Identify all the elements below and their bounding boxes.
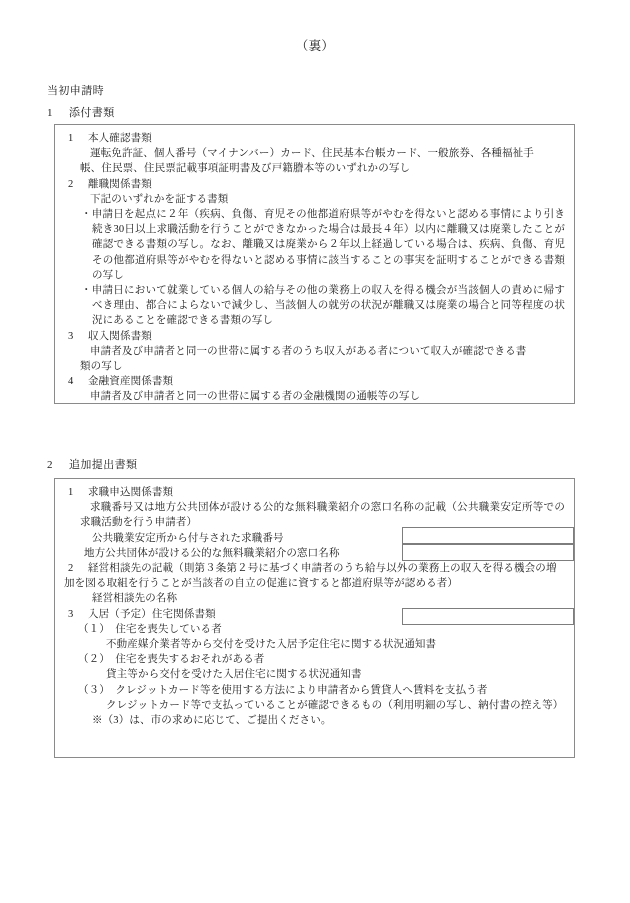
list-item [64, 131, 565, 177]
add-item-3-index: 3 [68, 608, 74, 620]
add-item-2-index: 2 [68, 563, 74, 575]
item-2-title: 離職関係書類 [88, 178, 152, 190]
consultation-name-input[interactable] [402, 608, 574, 625]
list-item [64, 561, 565, 607]
job-number-input[interactable] [402, 527, 574, 544]
add-item-1-index: 1 [68, 487, 74, 498]
subitem-2-label: （２） 住宅を喪失するおそれがある者 [78, 654, 265, 666]
item-3-index: 3 [68, 330, 74, 342]
item-1-title: 本人確認書類 [88, 133, 152, 144]
consultation-name-field-label: 経営相談先の名称 [92, 593, 178, 605]
item-1-line-2: 帳、住民票、住民票記載事項証明書及び戸籍謄本等のいずれかの写し [80, 163, 411, 175]
submission-note: ※（3）は、市の求めに応じて、ご提出ください。 [92, 715, 332, 727]
item-4-title: 金融資産関係書類 [88, 376, 174, 388]
item-3-heading [64, 329, 565, 344]
add-item-1-title: 求職申込関係書類 [88, 487, 174, 498]
add-item-1-body: 求職番号又は地方公共団体が設ける公的な無料職業紹介の窓口名称の記載（公共職業安定所等での求職活動を行う申請者） [80, 502, 565, 529]
subitem-2-body: 貸主等から交付を受けた入居住宅に関する状況通知書 [106, 669, 362, 681]
item-1-heading [64, 131, 565, 146]
page-marker: （裏） [295, 39, 335, 53]
job-center-name-field-label: 地方公共団体が設ける公的な無料職業紹介の窓口名称 [84, 547, 340, 559]
section-2-title: 追加提出書類 [69, 459, 138, 471]
list-item [64, 374, 565, 404]
list-item [64, 329, 565, 375]
item-2-heading [64, 177, 565, 192]
item-3-title: 収入関係書類 [88, 330, 152, 342]
section-2-number: 2 [47, 459, 53, 471]
attached-documents-box [54, 124, 575, 404]
section-1-heading [47, 106, 115, 121]
subitem-1-body: 不動産媒介業者等から交付を受けた入居予定住宅に関する状況通知書 [106, 639, 437, 651]
item-2-bullet-2: ・申請日において就業している個人の給与その他の業務上の収入を得る機会が当該個人の責めに帰すべき理由、都合によらないで減少し、当該個人の就労の状況が離職又は廃業の場合と同等程度の状況にあることを確認できる書類の写し [81, 285, 565, 327]
lead-label: 当初申請時 [47, 85, 104, 97]
subitem-1-label: （１） 住宅を喪失している者 [78, 623, 222, 635]
section-1-number: 1 [47, 107, 53, 119]
job-number-field-label: 公共職業安定所から付与された求職番号 [92, 532, 284, 544]
job-center-name-input[interactable] [402, 544, 574, 561]
item-1-index: 1 [68, 133, 74, 144]
add-item-1-heading [64, 485, 565, 500]
subitem-3-body: クレジットカード等で支払っていることが確認できるもの（利用明細の写し、納付書の控え等） [106, 699, 564, 711]
item-4-heading [64, 374, 565, 389]
item-2-index: 2 [68, 178, 74, 190]
item-3-line-1: 申請者及び申請者と同一の世帯に属する者のうち収入がある者について収入が確認できる書 [90, 345, 527, 357]
item-3-line-2: 類の写し [80, 361, 123, 373]
item-4-line-1: 申請者及び申請者と同一の世帯に属する者の金融機関の通帳等の写し [90, 391, 421, 403]
section-2-heading [47, 458, 137, 473]
section-1-title: 添付書類 [69, 107, 115, 119]
add-item-3-title: 入居（予定）住宅関係書類 [88, 608, 216, 620]
item-2-intro: 下記のいずれかを証する書類 [90, 193, 229, 205]
add-item-2-heading [64, 561, 565, 591]
item-1-line-1: 運転免許証、個人番号（マイナンバー）カード、住民基本台帳カード、一般旅券、各種福祉手 [90, 148, 534, 160]
item-4-index: 4 [68, 376, 74, 388]
item-2-bullet-1: ・申請日を起点に２年（疾病、負傷、育児その他都道府県等がやむを得ないと認める事情により引き続き30日以上求職活動を行うことができなかった場合は最長４年）以内に離職又は廃業したことが確認できる書類の写し。なお、離職又は廃業から２年以上経過している場合は、疾病、負傷、育児その他都道府県等がやむを得ないと認める事情に該当することの事実を証明することができる書類の写し [81, 209, 565, 281]
add-item-2-title: 経営相談先の記載（則第３条第２号に基づく申請者のうち給与以外の業務上の収入を得る機会の増加を図る取組を行うことが当該者の自立の促進に資すると都道府県等が認める者） [64, 563, 557, 590]
subitem-3-label: （３） クレジットカード等を使用する方法により申請者から賃貸人へ賃料を支払う者 [78, 684, 488, 696]
list-item [64, 177, 565, 329]
